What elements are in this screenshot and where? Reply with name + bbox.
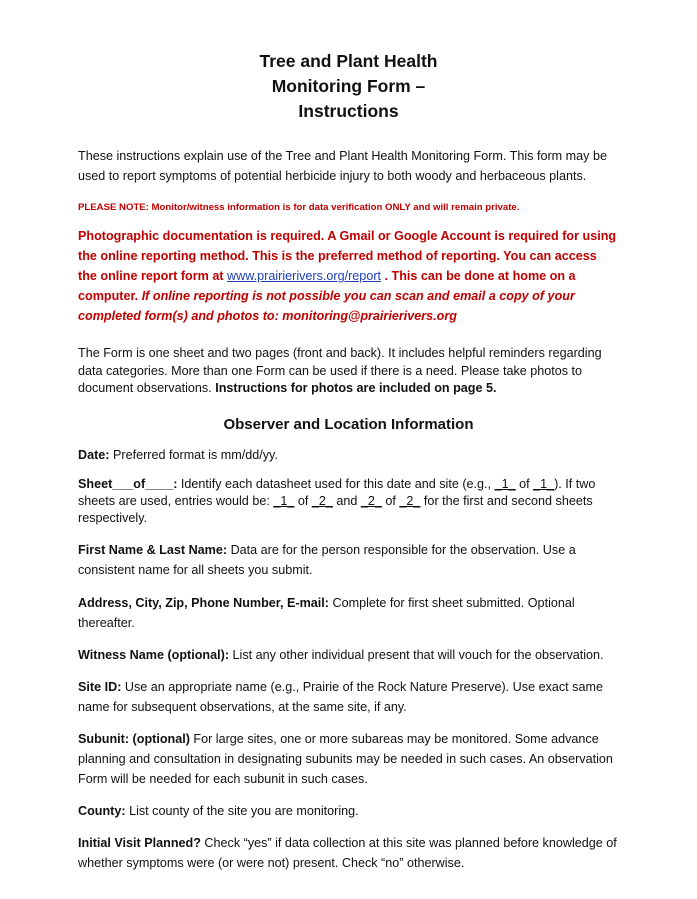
field-sheet-text: for the first and second sheets respectively. bbox=[78, 493, 593, 525]
example-entry: _2_ bbox=[311, 493, 333, 508]
field-name-label: First Name & Last Name: bbox=[78, 542, 228, 557]
field-sheet-text: Identify each datasheet used for this date and site (e.g., bbox=[177, 476, 495, 491]
document-title bbox=[78, 0, 619, 124]
field-sheet-text: and bbox=[332, 493, 361, 508]
field-site-id-label: Site ID: bbox=[78, 679, 122, 694]
field-sheet-text: of bbox=[294, 493, 312, 508]
field-subunit-text: For large sites, one or more subareas may be monitored. Some advance planning and consultation in designating subunits may be needed in such cases. An observation Form will be needed for each subunit in such cases. bbox=[78, 731, 613, 786]
field-initial-visit-text: Check “yes” if data collection at this site was planned before knowledge of whether symptoms were (or were not) present. Check “no” otherwise. bbox=[78, 835, 617, 870]
title-line-2: Monitoring Form – bbox=[271, 76, 426, 96]
field-witness-label: Witness Name (optional): bbox=[78, 647, 230, 662]
intro-paragraph: These instructions explain use of the Tree and Plant Health Monitoring Form. This form may be used to report symptoms of potential herbicide injury to both woody and herbaceous plants. bbox=[78, 149, 607, 183]
example-entry: _1_ bbox=[494, 476, 516, 491]
section-heading: Observer and Location Information bbox=[223, 415, 474, 433]
field-sheet-text: of bbox=[381, 493, 400, 508]
field-county-text: List county of the site you are monitoring. bbox=[125, 803, 359, 818]
field-sheet-text: of bbox=[515, 476, 534, 491]
field-address-text: Complete for first sheet submitted. Optional thereafter. bbox=[78, 595, 575, 630]
field-site-id bbox=[78, 677, 619, 717]
field-witness bbox=[78, 645, 619, 665]
title-line-1: Tree and Plant Health bbox=[259, 51, 438, 71]
field-subunit bbox=[78, 729, 619, 789]
photo-instructions-ref: Instructions for photos are included on page 5. bbox=[215, 381, 497, 395]
field-sheet-text: ). If two sheets are used, entries would be: bbox=[78, 476, 596, 508]
field-name bbox=[78, 540, 619, 580]
privacy-note: PLEASE NOTE: Monitor/witness information is for data verification ONLY and will remain private. bbox=[78, 202, 520, 213]
report-link[interactable]: www.prairierivers.org/report bbox=[227, 269, 382, 283]
field-date-label: Date: bbox=[78, 447, 110, 462]
field-sheet-label: Sheet___of____: bbox=[78, 476, 178, 491]
example-entry: _1_ bbox=[273, 493, 295, 508]
example-entry: _2_ bbox=[360, 493, 382, 508]
field-initial-visit bbox=[78, 833, 619, 873]
title-line-3: Instructions bbox=[298, 101, 399, 121]
field-address-label: Address, City, Zip, Phone Number, E-mail: bbox=[78, 595, 329, 610]
form-description-text: The Form is one sheet and two pages (front and back). It includes helpful reminders regarding data categories. More than one Form can be used if there is a need. Please take photos to document observations. bbox=[78, 346, 602, 395]
field-site-id-text: Use an appropriate name (e.g., Prairie of the Rock Nature Preserve). Use exact same name for subsequent observations, at the same site, if any. bbox=[78, 679, 603, 714]
photo-notice-text-2: . This can be done at home on a computer. bbox=[78, 269, 576, 303]
field-county-label: County: bbox=[78, 803, 126, 818]
field-date-text: Preferred format is mm/dd/yy. bbox=[109, 447, 278, 462]
field-witness-text: List any other individual present that will vouch for the observation. bbox=[229, 647, 604, 662]
field-initial-visit-label: Initial Visit Planned? bbox=[78, 835, 201, 850]
field-subunit-label: Subunit: (optional) bbox=[78, 731, 190, 746]
example-entry: _1_ bbox=[533, 476, 555, 491]
field-sheet bbox=[78, 476, 619, 527]
field-date bbox=[78, 447, 619, 464]
field-county bbox=[78, 801, 619, 821]
example-entry: _2_ bbox=[399, 493, 421, 508]
photo-notice bbox=[78, 226, 619, 326]
photo-notice-text-1: Photographic documentation is required. A Gmail or Google Account is required for using the online reporting method. This is the preferred method of reporting. You can access the online report form at bbox=[78, 229, 617, 283]
form-description bbox=[78, 345, 619, 398]
field-name-text: Data are for the person responsible for the observation. Use a consistent name for all sheets you submit. bbox=[78, 542, 576, 577]
field-address bbox=[78, 593, 619, 633]
photo-notice-italic: If online reporting is not possible you can scan and email a copy of your completed form(s) and photos to: monitoring@prairierivers.org bbox=[78, 289, 575, 323]
